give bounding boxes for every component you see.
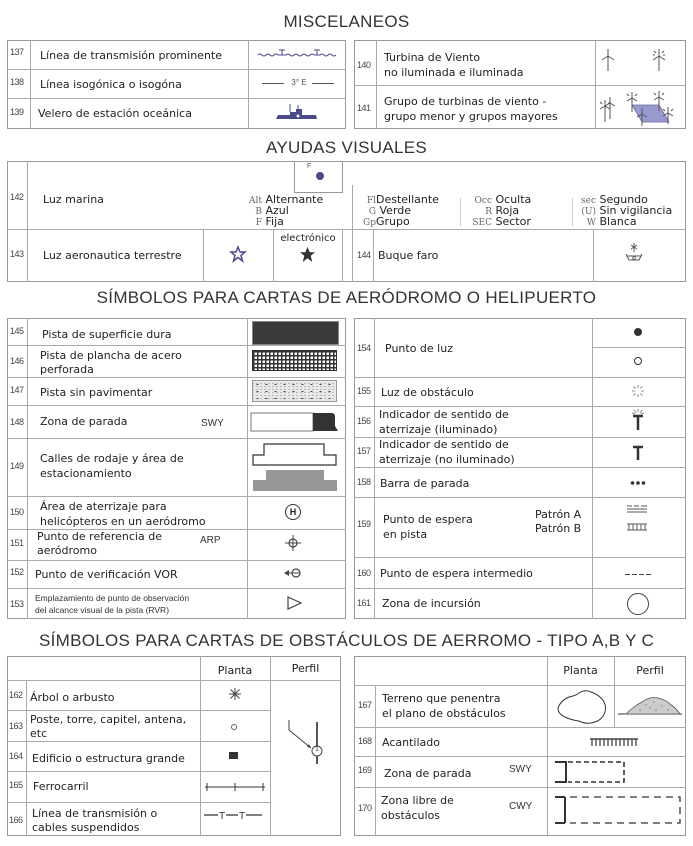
wind-turbine-icons <box>598 46 683 76</box>
transmission-line-icon <box>258 48 336 60</box>
row-label-line1: Punto de referencia de <box>37 530 162 543</box>
electronic-star-icon <box>299 246 316 263</box>
divider <box>572 198 573 226</box>
divider <box>7 741 270 742</box>
isogonic-value: 3° E <box>291 78 307 87</box>
row-number: 162 <box>9 690 23 700</box>
column-header-planta: Planta <box>563 664 598 677</box>
divider <box>354 727 686 728</box>
legend-abbr: Alt <box>249 196 262 206</box>
section-title-aerodrome: SÍMBOLOS PARA CARTAS DE AERÓDROMO O HELIPUERTO <box>96 288 597 307</box>
row-label-line1: Zona libre de <box>381 794 454 807</box>
divider <box>203 229 204 282</box>
divider <box>352 185 353 282</box>
divider <box>7 588 346 589</box>
divider <box>7 496 346 497</box>
landing-direction-indicator-unlit-icon <box>632 445 644 461</box>
pole-tower-icon <box>231 724 237 730</box>
row-number: 156 <box>357 416 371 426</box>
vor-checkpoint-icon <box>284 568 302 578</box>
hot-spot-circle-icon <box>627 593 649 615</box>
point-light-filled-icon <box>634 328 642 336</box>
row-code: SWY <box>201 418 224 429</box>
legend-text: Azul <box>265 204 289 217</box>
divider <box>273 229 274 282</box>
holding-point-pattern-b-icon <box>627 523 649 531</box>
row-label: Línea de transmisión prominente <box>40 49 222 62</box>
terrain-plan-icon <box>555 688 609 726</box>
legend-text: Grupo <box>376 215 410 228</box>
svg-text:T: T <box>238 811 246 822</box>
row-number: 138 <box>10 77 24 87</box>
row-number: 167 <box>358 700 372 710</box>
row-number: 160 <box>357 568 371 578</box>
legend-abbr: G <box>368 207 376 217</box>
row-number: 139 <box>10 107 24 117</box>
apron-pattern <box>253 480 337 491</box>
row-label-line1: Indicador de sentido de <box>379 408 509 421</box>
section-title-obstacles: SÍMBOLOS PARA CARTAS DE OBSTÁCULOS DE AERROMO - TIPO A,B Y C <box>38 631 655 650</box>
pattern-a-label: Patrón A <box>535 508 582 521</box>
row-code: CWY <box>509 801 533 812</box>
row-label-line2: cables suspendidos <box>32 821 140 834</box>
legend-text: Destellante <box>376 193 439 206</box>
row-number: 148 <box>10 417 24 427</box>
aerodrome-reference-point-icon <box>285 535 301 551</box>
divider <box>354 685 686 686</box>
divider <box>7 680 341 681</box>
svg-text:T: T <box>218 811 226 822</box>
light-vessel-icon <box>624 242 644 264</box>
row-number: 166 <box>9 815 23 825</box>
heliport-icon: H <box>285 504 301 520</box>
legend-abbr: R <box>485 207 492 217</box>
clearway-icon <box>554 793 682 827</box>
divider <box>592 318 593 619</box>
marine-light-dot-icon <box>316 172 324 180</box>
row-label: Luz de obstáculo <box>381 386 474 399</box>
row-label: Punto de luz <box>385 342 453 355</box>
ocean-station-vessel-icon <box>276 104 318 120</box>
divider <box>7 69 346 70</box>
row-label: Buque faro <box>378 249 439 262</box>
row-number: 154 <box>357 343 371 353</box>
row-label: Punto de verificación VOR <box>35 568 178 581</box>
legend-text: Fija <box>265 215 284 228</box>
row-label-line2: el plano de obstáculos <box>382 707 506 720</box>
divider <box>27 161 28 282</box>
legend-abbr: (U) <box>581 207 596 217</box>
obstacle-light-icon <box>631 384 645 398</box>
row-label-line2: en pista <box>383 528 428 541</box>
row-number: 142 <box>10 192 24 202</box>
legend-abbr: W <box>586 218 596 228</box>
legend-abbr: sec <box>581 196 596 206</box>
divider <box>26 680 27 836</box>
row-label-line1: Punto de espera <box>383 513 473 526</box>
marine-light-code: F <box>307 163 312 170</box>
divider <box>592 347 686 348</box>
row-label: Velero de estación oceánica <box>38 107 192 120</box>
rvr-observation-site-icon <box>286 595 304 611</box>
row-number: 170 <box>358 803 372 813</box>
divider <box>247 318 248 619</box>
row-label-line1: Área de aterrizaje para <box>40 500 167 513</box>
divider <box>7 560 346 561</box>
legend-text: Sin vigilancia <box>599 204 673 217</box>
row-number: 159 <box>357 519 371 529</box>
row-number: 147 <box>10 385 24 395</box>
row-label-line1: Terreno que penentra <box>382 692 501 705</box>
apron-pattern <box>266 470 324 480</box>
row-label-line2: aeródromo <box>37 544 97 557</box>
row-label: Zona de incursión <box>382 597 481 610</box>
divider <box>375 685 376 836</box>
row-label-line2: perforada <box>40 363 94 376</box>
isogonic-line-icon <box>262 77 334 89</box>
row-label-line2: no iluminada e iluminada <box>384 66 524 79</box>
row-label-line1: Indicador de sentido de <box>379 438 509 451</box>
legend-abbr: B <box>255 207 262 217</box>
row-label: Pista de superficie dura <box>42 328 172 341</box>
row-number: 161 <box>357 598 371 608</box>
row-label-line2: grupo menor y grupos mayores <box>384 110 558 123</box>
row-number: 163 <box>9 721 23 731</box>
legend-text: Alternante <box>265 193 324 206</box>
section-title-visual-aids: AYUDAS VISUALES <box>265 138 428 157</box>
power-line-icon <box>204 809 266 821</box>
row-label: Punto de espera intermedio <box>380 567 533 580</box>
row-label-line2: aterrizaje (iluminado) <box>379 423 498 436</box>
divider <box>7 377 346 378</box>
row-label: Luz marina <box>43 193 104 206</box>
row-label-line2: helicópteros en un aeródromo <box>40 515 206 528</box>
profile-marker-number: 1 <box>315 746 319 753</box>
wind-turbine-group-icons <box>598 86 683 128</box>
divider <box>7 802 270 803</box>
perforated-steel-plank-runway-icon <box>252 350 337 371</box>
row-code: SWY <box>509 764 532 775</box>
hard-surface-runway-icon <box>252 321 339 345</box>
divider <box>354 497 686 498</box>
wind-turbine-unlit-icon <box>602 49 614 71</box>
divider <box>354 377 686 378</box>
divider <box>460 198 461 226</box>
row-label-line1: Pista de plancha de acero <box>40 349 182 362</box>
row-label: Árbol o arbusto <box>30 691 115 704</box>
stopway-icon <box>250 412 340 434</box>
divider <box>593 229 594 282</box>
landing-direction-indicator-lit-icon <box>631 409 645 433</box>
row-label: Zona de parada <box>384 767 472 780</box>
row-label-line1: Poste, torre, capitel, antena, <box>30 713 187 726</box>
row-number: 149 <box>10 461 24 471</box>
column-header-perfil: Perfil <box>291 662 320 675</box>
legend-abbr: Occ <box>474 196 492 206</box>
column-header-planta: Planta <box>217 664 253 677</box>
legend-text: Roja <box>495 204 520 217</box>
row-label-line1: Línea de transmisión o <box>32 807 158 820</box>
row-code: ARP <box>200 535 221 546</box>
divider <box>248 40 249 129</box>
divider <box>7 345 346 346</box>
divider <box>270 656 271 836</box>
row-label: Barra de parada <box>380 477 470 490</box>
tree-icon <box>229 688 241 700</box>
column-header-perfil: Perfil <box>636 664 664 677</box>
divider <box>200 656 201 836</box>
legend-abbr: F <box>255 218 262 228</box>
divider <box>30 40 31 129</box>
divider <box>354 756 686 757</box>
row-number: 151 <box>10 538 24 548</box>
row-number: 169 <box>358 765 372 775</box>
divider <box>342 229 343 282</box>
unpaved-runway-icon <box>252 380 337 402</box>
obstacle-profile-icon <box>285 718 325 768</box>
divider <box>374 318 375 619</box>
legend-text: Blanca <box>599 215 637 228</box>
railroad-icon <box>205 782 267 792</box>
divider <box>7 405 346 406</box>
row-number: 155 <box>357 386 371 396</box>
row-label: Edificio o estructura grande <box>32 752 185 765</box>
row-number: 145 <box>10 326 24 336</box>
row-label: Acantilado <box>382 736 440 749</box>
holding-point-pattern-a-icon <box>627 505 649 513</box>
row-label-line1: Emplazamiento de punto de observación <box>35 593 190 603</box>
electronic-label: electrónico <box>280 233 336 244</box>
row-number: 140 <box>357 60 371 70</box>
divider <box>373 229 374 282</box>
point-light-open-icon <box>634 357 642 365</box>
row-label: Zona de parada <box>40 415 128 428</box>
divider <box>7 98 346 99</box>
legend-abbr: SEC <box>472 218 492 228</box>
row-label-line2: aterrizaje (no iluminado) <box>379 453 515 466</box>
divider <box>354 787 686 788</box>
row-number: 144 <box>357 250 371 260</box>
pattern-b-label: Patrón B <box>535 522 582 535</box>
row-label: Línea isogónica o isogóna <box>40 78 182 91</box>
row-number: 157 <box>357 446 371 456</box>
legend-abbr: Gp <box>363 218 376 228</box>
row-label: Luz aeronautica terrestre <box>43 249 182 262</box>
row-number: 165 <box>9 780 23 790</box>
divider <box>354 588 686 589</box>
row-number: 137 <box>10 47 24 57</box>
row-label-line1: Turbina de Viento <box>384 51 481 64</box>
row-number: 153 <box>10 599 24 609</box>
legend-text: Sector <box>495 215 531 228</box>
legend-abbr: Fl <box>366 196 376 206</box>
wind-turbine-lit-icon <box>653 49 665 71</box>
intermediate-holding-point-icon <box>625 573 651 576</box>
divider <box>7 771 270 772</box>
divider <box>547 656 548 836</box>
divider <box>7 438 346 439</box>
row-number: 141 <box>357 103 371 113</box>
divider <box>354 467 686 468</box>
divider <box>27 318 28 619</box>
terrain-profile-icon <box>616 692 684 718</box>
row-number: 146 <box>10 356 24 366</box>
row-label-line2: obstáculos <box>381 809 441 822</box>
aeronautical-light-star-outline-icon <box>230 246 246 262</box>
row-label-line2: estacionamiento <box>40 467 132 480</box>
legend-text: Verde <box>379 204 412 217</box>
section-title-miscelaneos: MISCELANEOS <box>283 12 410 31</box>
row-number: 164 <box>9 751 23 761</box>
row-label-line2: del alcance visual de la pista (RVR) <box>35 605 170 615</box>
divider <box>354 557 686 558</box>
row-number: 150 <box>10 507 24 517</box>
cliff-icon <box>590 737 640 747</box>
row-label-line1: Calles de rodaje y área de <box>40 452 184 465</box>
row-label-line2: etc <box>30 727 48 740</box>
stopway-obstacle-chart-icon <box>554 760 628 784</box>
row-number: 152 <box>10 567 24 577</box>
row-label-line1: Grupo de turbinas de viento - <box>384 95 547 108</box>
building-icon <box>229 752 238 759</box>
row-label: Ferrocarril <box>33 780 89 793</box>
legend-text: Oculta <box>495 193 532 206</box>
stop-bar-icon <box>630 480 646 486</box>
row-number: 168 <box>358 736 372 746</box>
row-number: 143 <box>10 249 24 259</box>
divider <box>7 710 270 711</box>
row-label: Pista sin pavimentar <box>40 386 153 399</box>
legend-text: Segundo <box>599 193 648 206</box>
row-number: 158 <box>357 477 371 487</box>
